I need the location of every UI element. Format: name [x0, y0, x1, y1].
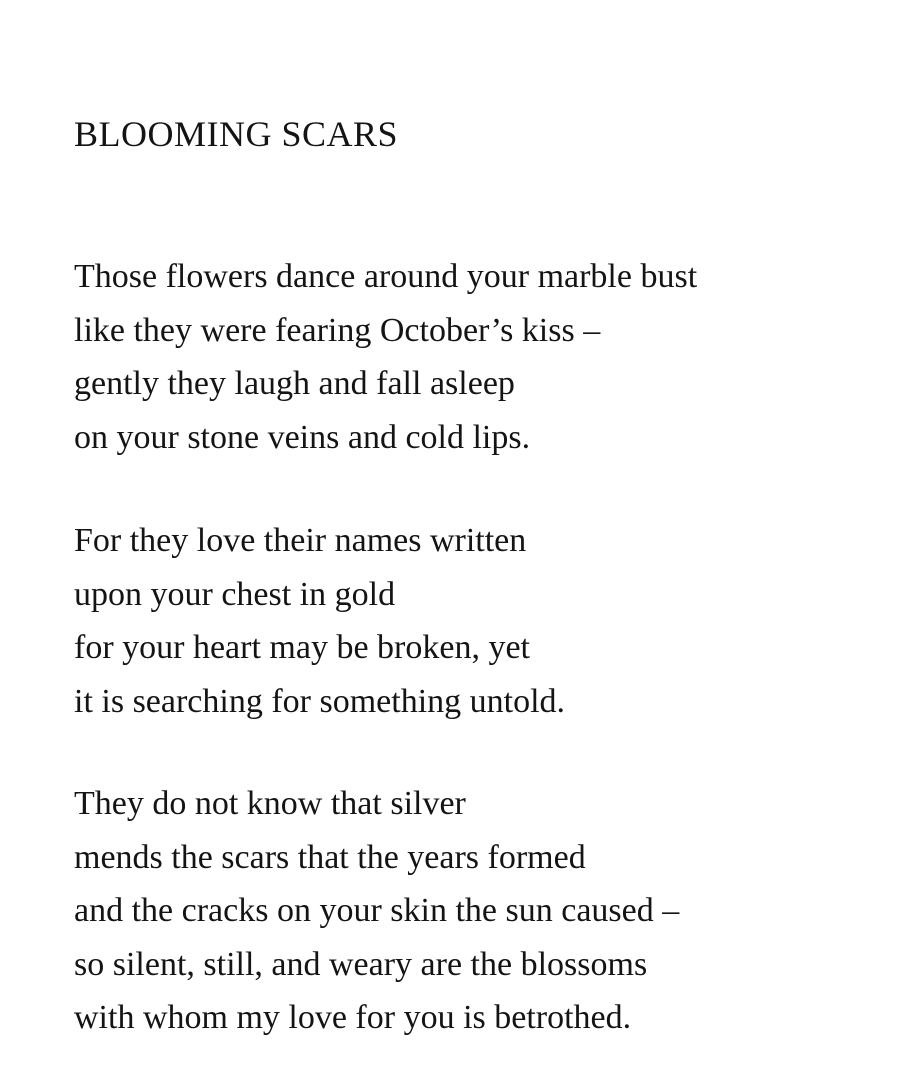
poem-line: Those flowers dance around your marble bust [74, 258, 698, 295]
poem-line: They do not know that silver [74, 785, 466, 822]
poem-line: with whom my love for you is betrothed. [74, 999, 632, 1036]
poem-line: upon your chest in gold [74, 575, 396, 613]
poem-line: for your heart may be broken, yet [74, 629, 530, 666]
poem-line: gently they laugh and fall asleep [74, 365, 515, 402]
poem-line: on your stone veins and cold lips. [74, 418, 531, 456]
poem-title: BLOOMING SCARS [74, 114, 399, 154]
stanza-1 [74, 250, 697, 464]
stanza-3 [74, 777, 679, 1045]
poem-line: and the cracks on your skin the sun caused – [74, 892, 680, 929]
poem-line: For they love their names written [74, 522, 527, 559]
stanza-2 [74, 514, 565, 728]
poem-line: it is searching for something untold. [74, 682, 566, 720]
poem-line: mends the scars that the years formed [74, 838, 586, 876]
poem-line: like they were fearing October’s kiss – [74, 311, 601, 349]
poem-line: so silent, still, and weary are the blossoms [74, 945, 648, 983]
